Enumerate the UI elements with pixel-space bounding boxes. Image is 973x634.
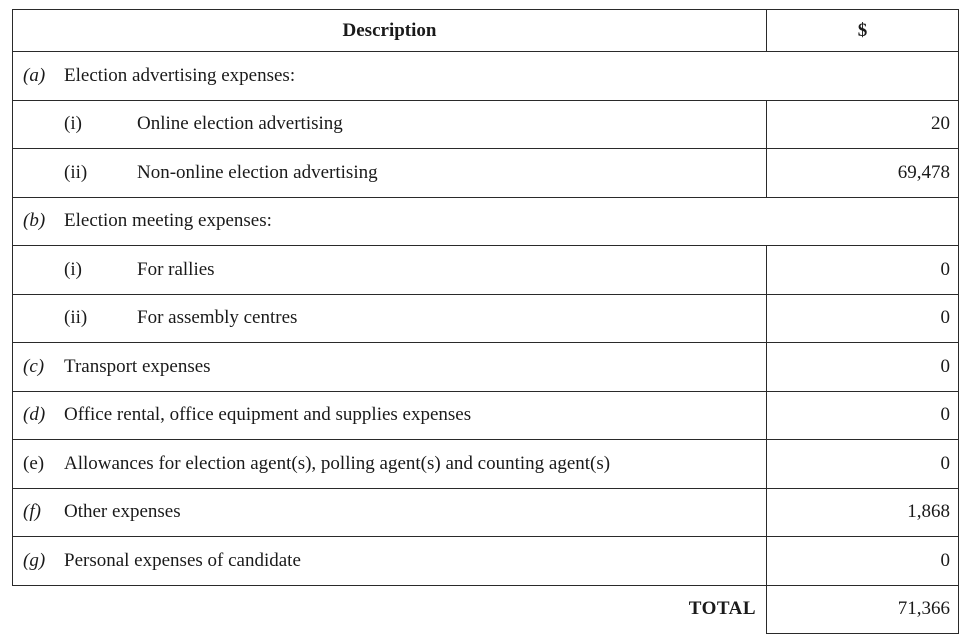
amount-cell: 1,868: [767, 488, 959, 537]
item-text: Personal expenses of candidate: [64, 549, 301, 571]
item-label: (f): [23, 501, 41, 523]
expense-table: [12, 9, 959, 634]
header-row: [13, 10, 959, 52]
item-text: Allowances for election agent(s), polling agent(s) and counting agent(s): [64, 452, 611, 474]
item-label: (i): [64, 258, 82, 280]
amount-header: $: [767, 10, 959, 52]
amount-cell: 0: [767, 440, 959, 489]
section-a-cell: [13, 52, 959, 101]
description-header: Description: [13, 10, 767, 52]
section-row-a: [13, 52, 959, 101]
item-text: Office rental, office equipment and supplies expenses: [64, 404, 472, 426]
description-cell: [13, 294, 767, 343]
item-label: (d): [23, 404, 46, 426]
table-row: [13, 488, 959, 537]
description-cell: [13, 246, 767, 295]
item-label: (i): [64, 113, 82, 135]
item-label: (a): [23, 64, 46, 86]
amount-cell: 0: [767, 391, 959, 440]
table-row: [13, 246, 959, 295]
amount-cell: 0: [767, 246, 959, 295]
description-cell: [13, 488, 767, 537]
table-row: [13, 440, 959, 489]
item-label: (b): [23, 210, 46, 232]
item-text: Election meeting expenses:: [64, 210, 272, 232]
table-row: [13, 343, 959, 392]
total-row: [13, 585, 959, 633]
item-text: Non-online election advertising: [137, 161, 378, 183]
amount-cell: 20: [767, 100, 959, 149]
item-text: Election advertising expenses:: [64, 64, 296, 86]
amount-cell: 0: [767, 294, 959, 343]
item-text: Online election advertising: [137, 113, 343, 135]
section-b-cell: [13, 197, 959, 246]
amount-cell: 0: [767, 343, 959, 392]
amount-cell: 69,478: [767, 149, 959, 198]
item-text: Transport expenses: [64, 355, 211, 377]
table-row: [13, 100, 959, 149]
section-row-b: [13, 197, 959, 246]
table-row: [13, 537, 959, 586]
table-row: [13, 294, 959, 343]
item-label: (c): [23, 355, 45, 377]
description-cell: [13, 149, 767, 198]
total-amount: 71,366: [767, 585, 959, 633]
item-text: Other expenses: [64, 501, 181, 523]
total-label: TOTAL: [13, 585, 767, 633]
item-text: For rallies: [137, 258, 215, 280]
item-label: (g): [23, 549, 46, 571]
description-cell: [13, 100, 767, 149]
table-row: [13, 391, 959, 440]
amount-cell: 0: [767, 537, 959, 586]
table-row: [13, 149, 959, 198]
item-label: (e): [23, 452, 45, 474]
description-cell: [13, 391, 767, 440]
description-cell: [13, 343, 767, 392]
item-text: For assembly centres: [137, 307, 298, 329]
description-cell: [13, 537, 767, 586]
item-label: (ii): [64, 161, 88, 183]
item-label: (ii): [64, 307, 88, 329]
description-cell: [13, 440, 767, 489]
